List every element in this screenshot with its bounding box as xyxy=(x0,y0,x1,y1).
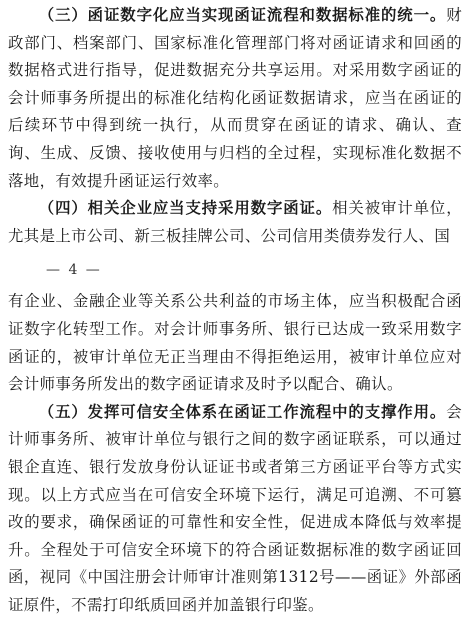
section-5-body: 会计师事务所、被审计单位与银行之间的数字函证联系，可以通过银企直连、银行发放身份认证证书或者第三方函证平台等方式实现。以上方式应当在可信安全环境下运行，满足可追溯、不可篡改的要求，确保函证的可靠性和安全性，促进成本降低与效率提升。全程处于可信安全环境下的符合函证数据标准的数字函证回函，视同《中国注册会计师审计准则第1312号——函证》外部函证原件，不需打印纸质回函并加盖银行印鉴。 xyxy=(8,402,462,614)
section-5-heading: （五）发挥可信安全体系在函证工作流程中的支撑作用。 xyxy=(38,402,447,421)
page-number: — 4 — xyxy=(46,262,102,279)
section-4-heading: （四）相关企业应当支持采用数字函证。 xyxy=(38,199,333,218)
paragraph-section-4 xyxy=(8,195,462,250)
section-3-heading: （三）函证数字化应当实现函证流程和数据标准的统一。 xyxy=(38,6,447,24)
section-4-body-start: 相关被审计单位，尤其是上市公司、新三板挂牌公司、公司信用类债券发行人、国 xyxy=(8,199,463,245)
paragraph-section-5 xyxy=(8,399,462,620)
section-3-body: 财政部门、档案部门、国家标准化管理部门将对函证请求和回函的数据格式进行指导，促进数据充分共享运用。对采用数字函证的会计师事务所提出的标准化结构化函证数据请求，应当在函证的后续环节中得到统一执行，从而贯穿在函证的请求、确认、查询、生成、反馈、接收使用与归档的全过程，实现标准化数据不落地，有效提升函证运行效率。 xyxy=(8,6,462,190)
paragraph-section-3 xyxy=(8,2,462,195)
section-4-body-continued: 有企业、金融企业等关系公共利益的市场主体，应当积极配合函证数字化转型工作。对会计师事务所、银行已达成一致采用数字函证的，被审计单位无正当理由不得拒绝运用，被审计单位应对会计师事务所发出的数字函证请求及时予以配合、确认。 xyxy=(8,292,462,394)
paragraph-section-4-continued xyxy=(8,288,462,398)
